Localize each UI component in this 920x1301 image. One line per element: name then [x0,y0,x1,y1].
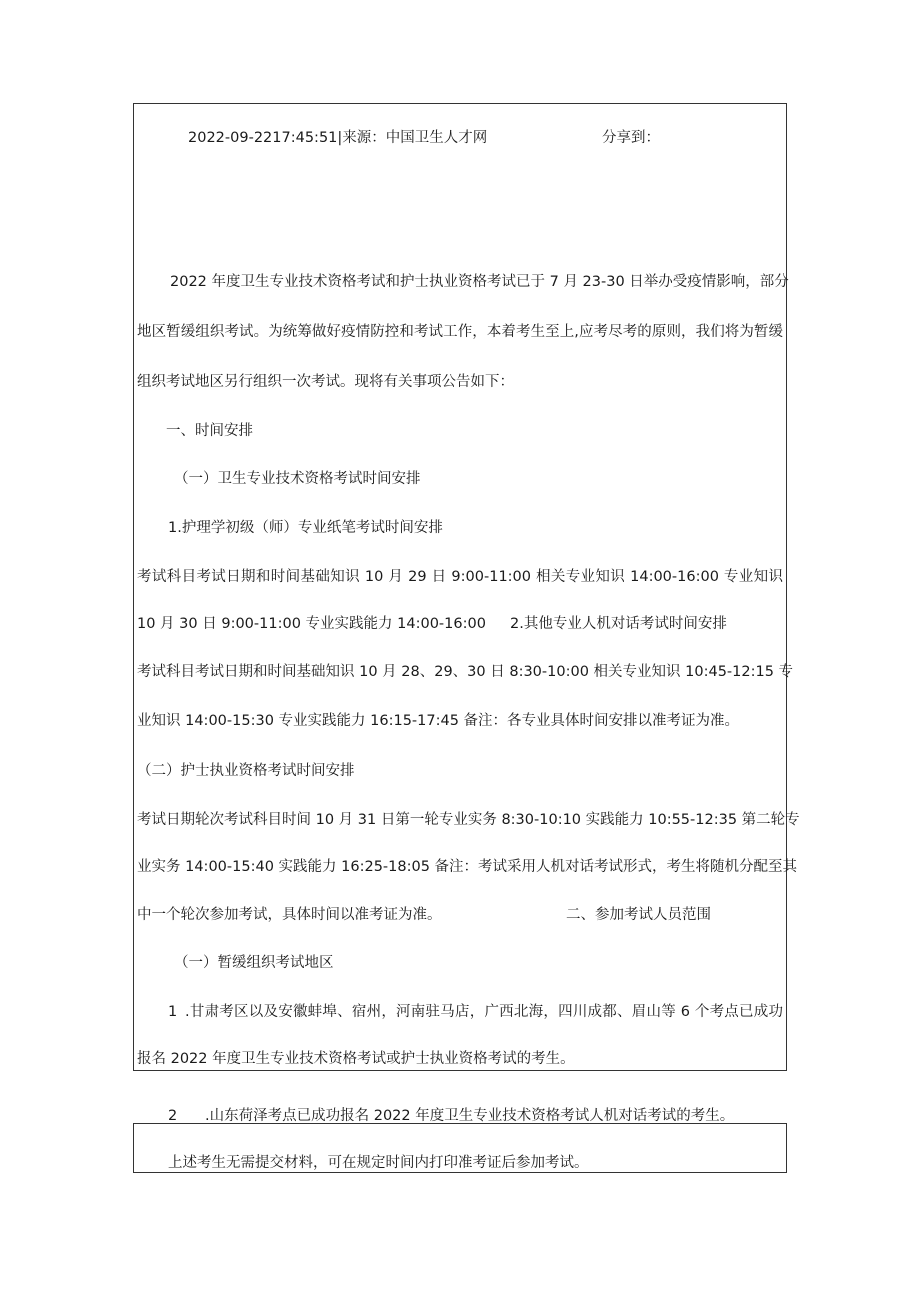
section-heading-time: 一、时间安排 [166,423,253,439]
schedule-line: 考试科目考试日期和时间基础知识 10 月 29 日 9:00-11:00 相关专业知识 14:00-16:00 专业知识 [137,569,783,585]
intro-line: 2022 年度卫生专业技术资格考试和护士执业资格考试已于 7 月 23-30 日举办受疫情影响，部分 [170,274,789,290]
schedule-line: 考试科目考试日期和时间基础知识 10 月 28、29、30 日 8:30-10:00 相关专业知识 10:45-12:15 专 [137,664,794,680]
article-source: 来源：中国卫生人才网 [342,130,488,146]
intro-line: 组织考试地区另行组织一次考试。现将有关事项公告如下： [137,374,514,390]
item-heading-nursing-paper: 1.护理学初级（师）专业纸笔考试时间安排 [168,520,443,536]
announcement-box [133,103,800,1071]
scope-line: 报名 2022 年度卫生专业技术资格考试或护士执业资格考试的考生。 [137,1051,575,1067]
subsection-heading-health: （一）卫生专业技术资格考试时间安排 [174,471,421,487]
publish-datetime: 2022-09-2217:45:51 [188,130,338,146]
list-number: 2 [168,1108,178,1124]
schedule-line: 10 月 30 日 9:00-11:00 专业实践能力 14:00-16:00 [137,616,486,632]
closing-note: 上述考生无需提交材料，可在规定时间内打印准考证后参加考试。 [168,1155,589,1171]
schedule-line: 业实务 14:00-15:40 实践能力 16:25-18:05 备注：考试采用人机对话考试形式，考生将随机分配至其 [137,859,798,875]
article-meta [188,128,487,148]
share-label[interactable]: 分享到： [602,130,660,146]
schedule-line: 考试日期轮次考试科目时间 10 月 31 日第一轮专业实务 8:30-10:10 实践能力 10:55-12:35 第二轮专 [137,812,800,828]
item-heading-computer: 2.其他专业人机对话考试时间安排 [510,616,727,632]
meta-separator: | [337,130,343,146]
subsection-heading-suspended: （一）暂缓组织考试地区 [174,955,334,971]
schedule-line: 中一个轮次参加考试，具体时间以准考证为准。 [137,907,442,923]
section-heading-scope: 二、参加考试人员范围 [566,907,711,923]
list-number: 1 [168,1004,178,1020]
scope-line: .山东荷泽考点已成功报名 2022 年度卫生专业技术资格考试人机对话考试的考生。 [205,1108,735,1124]
intro-line: 地区暂缓组织考试。为统筹做好疫情防控和考试工作，本着考生至上,应考尽考的原则，我们将为暂缓 [137,324,783,340]
schedule-line: 业知识 14:00-15:30 专业实践能力 16:15-17:45 备注：各专业具体时间安排以准考证为准。 [137,713,740,729]
subsection-heading-nurse: （二）护士执业资格考试时间安排 [137,763,355,779]
scope-line: .甘肃考区以及安徽蚌埠、宿州，河南驻马店，广西北海，四川成都、眉山等 6 个考点已成功 [185,1004,783,1020]
